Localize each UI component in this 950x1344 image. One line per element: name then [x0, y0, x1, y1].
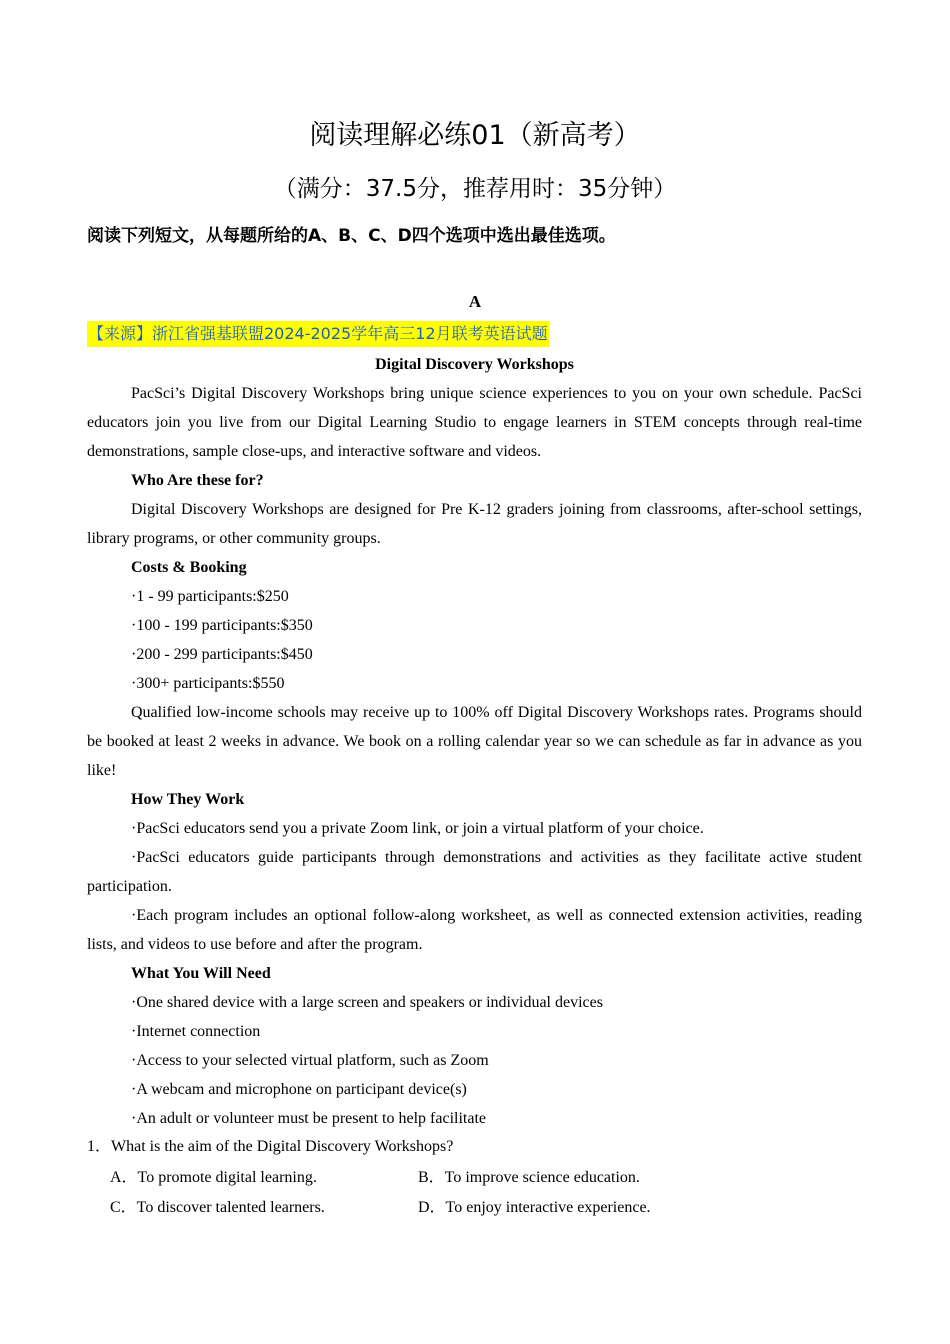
- how-item: ·Each program includes an optional follow-along worksheet, as well as connected extension activities, reading lists, and videos to use before and after the program.: [87, 907, 862, 953]
- page-subtitle: （满分：37.5分，推荐用时：35分钟）: [273, 176, 677, 202]
- passage-heading: Digital Discovery Workshops: [375, 356, 574, 373]
- instruction-text: 阅读下列短文，从每题所给的A、B、C、D四个选项中选出最佳选项。: [87, 226, 616, 246]
- costs-note: Qualified low-income schools may receive up to 100% off Digital Discovery Workshops rates. Programs should be booked at least 2 weeks in advance. We book on a rolling calendar year so we can schedule as far in advance as you like!: [87, 704, 862, 779]
- page-title: 阅读理解必练01（新高考）: [309, 120, 641, 151]
- need-heading: What You Will Need: [131, 965, 271, 982]
- costs-heading: Costs & Booking: [131, 559, 247, 576]
- cost-item: ·200 - 299 participants:$450: [131, 646, 313, 663]
- option-b: B．To improve science education.: [418, 1169, 640, 1186]
- section-letter: A: [468, 292, 482, 311]
- intro-paragraph: PacSci’s Digital Discovery Workshops bring unique science experiences to you on your own schedule. PacSci educators join you live from our Digital Learning Studio to engage learners in STEM concepts through real-time demonstrations, sample close-ups, and interactive software and videos.: [87, 385, 862, 460]
- passage: [87, 350, 862, 1133]
- who-heading: Who Are these for?: [131, 472, 264, 489]
- option-d: D．To enjoy interactive experience.: [418, 1199, 651, 1216]
- option-c: C．To discover talented learners.: [110, 1199, 325, 1216]
- how-item: ·PacSci educators send you a private Zoom link, or join a virtual platform of your choice.: [131, 820, 704, 837]
- need-item: ·Access to your selected virtual platform, such as Zoom: [131, 1052, 489, 1069]
- cost-item: ·1 - 99 participants:$250: [131, 588, 289, 605]
- how-item: ·PacSci educators guide participants through demonstrations and activities as they facilitate active student participation.: [87, 849, 862, 895]
- need-item: ·A webcam and microphone on participant device(s): [131, 1081, 467, 1098]
- need-item: ·Internet connection: [131, 1023, 261, 1040]
- need-item: ·One shared device with a large screen and speakers or individual devices: [131, 994, 603, 1011]
- who-paragraph: Digital Discovery Workshops are designed for Pre K-12 graders joining from classrooms, after-school settings, library programs, or other community groups.: [87, 501, 862, 547]
- question-stem: 1．What is the aim of the Digital Discovery Workshops?: [87, 1138, 454, 1155]
- source-label: 【来源】浙江省强基联盟2024-2025学年高三12月联考英语试题: [87, 321, 549, 347]
- how-heading: How They Work: [131, 791, 245, 808]
- option-a: A．To promote digital learning.: [110, 1169, 317, 1186]
- need-item: ·An adult or volunteer must be present to help facilitate: [131, 1110, 486, 1127]
- cost-item: ·300+ participants:$550: [131, 675, 285, 692]
- cost-item: ·100 - 199 participants:$350: [131, 617, 313, 634]
